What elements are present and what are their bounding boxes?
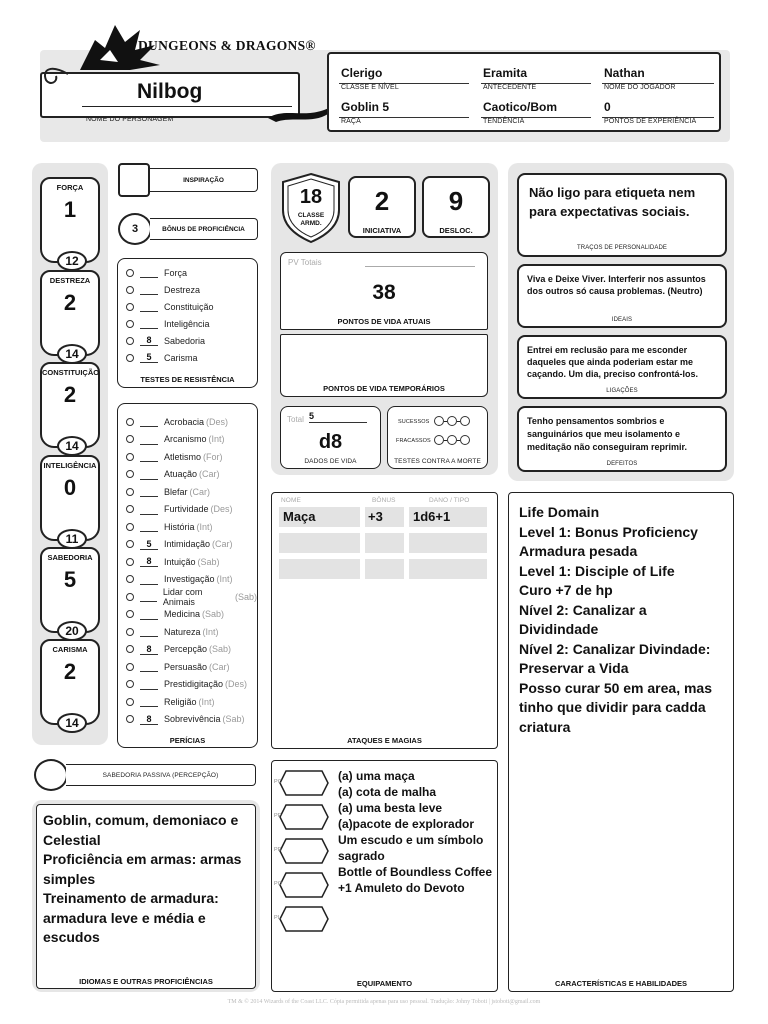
proficiency-bubble[interactable] [126, 698, 134, 706]
proficiency-line: Treinamento de armadura: [43, 890, 219, 906]
proficiency-bubble[interactable] [126, 575, 134, 583]
ability-name: INTELIGÊNCIA [43, 461, 97, 470]
coin-frames-icon [276, 769, 332, 939]
initiative-value[interactable]: 2 [374, 186, 390, 216]
attacks-col-name: NOME [281, 497, 301, 504]
attack-bonus-cell[interactable] [365, 533, 404, 553]
proficiency-bubble[interactable] [126, 337, 134, 345]
ideals-label: IDEAIS [611, 317, 633, 323]
bonds-label: LIGAÇÕES [606, 388, 638, 394]
ability-name: FORÇA [56, 183, 84, 192]
player-value: Nathan [604, 66, 645, 80]
save-name: Constituição [164, 301, 214, 312]
skill-name: Furtividade [164, 504, 209, 514]
skill-value[interactable]: 8 [140, 556, 158, 567]
proficiency-label: BÔNUS DE PROFICIÊNCIA [162, 226, 245, 233]
skill-value[interactable] [140, 591, 157, 602]
proficiency-bubble[interactable] [126, 320, 134, 328]
skill-row[interactable] [126, 431, 225, 448]
skill-name: Atuação [164, 469, 198, 479]
feature-line: Curo +7 de hp [519, 582, 613, 598]
coin-ep-label: PE [274, 847, 282, 853]
equipment-line: (a) cota de malha [338, 785, 437, 799]
skill-name: Intuição [164, 556, 196, 567]
skills-label: PERÍCIAS [169, 736, 206, 745]
attack-bonus-cell[interactable] [365, 559, 404, 579]
proficiency-bubble[interactable] [126, 593, 134, 601]
death-success-bubble[interactable] [460, 416, 470, 426]
skill-value[interactable] [140, 451, 158, 462]
proficiency-line: Celestial [43, 831, 101, 848]
ability-score[interactable]: 2 [63, 382, 77, 407]
speed-box [422, 176, 490, 238]
proficiencies-text[interactable] [43, 811, 253, 948]
skill-name: Lidar com Animais [162, 586, 203, 607]
skill-name: Religião [164, 696, 197, 707]
skill-row[interactable] [126, 693, 215, 710]
class-level-value: Clerigo [341, 66, 383, 80]
death-saves-label: TESTES CONTRA A MORTE [394, 458, 481, 465]
coin-cp-label: PC [274, 779, 282, 785]
equipment-line: (a)pacote de explorador [338, 817, 475, 831]
coin-column [276, 769, 332, 944]
skill-value[interactable] [140, 486, 158, 497]
save-value[interactable] [140, 284, 158, 295]
hit-dice-total-label: Total [287, 415, 304, 424]
ability-name: CONSTITUIÇÃO [42, 368, 100, 377]
skill-stat: (Sab) [234, 591, 257, 602]
ability-score[interactable]: 0 [63, 475, 77, 500]
proficiency-bubble[interactable] [126, 610, 134, 618]
armor-class-label: CLASSE ARMD. [297, 212, 325, 227]
skill-row[interactable] [126, 413, 228, 430]
skill-row[interactable] [126, 536, 233, 553]
alignment-label: TENDÊNCIA [483, 118, 525, 125]
save-name: Força [164, 267, 188, 278]
death-failure-bubbles[interactable] [434, 435, 470, 445]
save-value[interactable] [140, 267, 158, 278]
skill-row[interactable] [126, 606, 224, 623]
skill-row[interactable] [126, 466, 220, 483]
initiative-label: INICIATIVA [362, 226, 402, 235]
features-text[interactable] [519, 503, 729, 737]
equipment-text[interactable] [338, 768, 498, 896]
ideals-text[interactable]: Viva e Deixe Viver. Interferir nos assuntos dos outros só causa problemas. (Neutro) [527, 274, 706, 296]
passive-wisdom-circle[interactable] [34, 759, 68, 791]
proficiency-line: Proficiência em armas: armas [43, 851, 242, 867]
skill-row[interactable] [126, 518, 213, 535]
personality-label: TRAÇOS DE PERSONALIDADE [577, 245, 667, 251]
ability-name: DESTREZA [49, 276, 91, 285]
ability-wisdom [40, 547, 100, 638]
death-success-bubbles[interactable] [434, 416, 470, 426]
proficiency-bubble[interactable] [126, 680, 134, 688]
proficiency-line: escudos [43, 929, 100, 945]
proficiency-bubble[interactable] [126, 488, 134, 496]
save-row-wisdom[interactable] [126, 332, 205, 349]
feature-line: Level 1: Bonus Proficiency [519, 523, 698, 540]
attack-bonus-cell[interactable] [365, 507, 404, 527]
equipment-line: Um escudo e um símbolo [338, 833, 484, 847]
character-name-label: NOME DO PERSONAGEM [86, 116, 174, 123]
coin-pp-label: PL [274, 915, 281, 921]
proficiency-bubble[interactable] [126, 715, 134, 723]
death-failure-bubble[interactable] [460, 435, 470, 445]
coin-gp-label: PO [274, 881, 283, 887]
alignment-value: Caotico/Bom [483, 100, 558, 114]
ability-modifier[interactable]: 14 [57, 713, 87, 733]
features-label: CARACTERÍSTICAS E HABILIDADES [554, 979, 688, 988]
inspiration-banner [150, 168, 258, 192]
skill-stat: (Sab) [197, 556, 220, 567]
skill-stat: (Int) [196, 521, 213, 532]
scroll-curl-left-icon [40, 60, 70, 90]
equipment-line: (a) uma besta leve [338, 801, 443, 815]
ability-name: SABEDORIA [47, 553, 93, 562]
proficiency-bubble[interactable] [126, 269, 134, 277]
skill-value[interactable] [140, 521, 158, 532]
skill-name: Blefar [164, 486, 188, 497]
feature-line: Life Domain [519, 504, 600, 520]
background-label: ANTECEDENTE [483, 84, 537, 91]
skill-value[interactable] [140, 679, 158, 690]
header [30, 20, 730, 140]
race-value: Goblin 5 [341, 100, 389, 114]
skill-row[interactable] [126, 483, 210, 500]
death-saves-box [387, 406, 488, 469]
death-success-bubble[interactable] [447, 416, 457, 426]
proficiency-bubble[interactable] [126, 354, 134, 362]
ability-modifier[interactable]: 14 [57, 436, 87, 456]
attack-damage[interactable]: 1d6+1 [413, 509, 451, 524]
proficiency-bubble[interactable] [126, 645, 134, 653]
attacks-label: ATAQUES E MAGIAS [347, 736, 422, 745]
save-name: Carisma [164, 352, 198, 363]
skill-row[interactable] [126, 448, 223, 465]
proficiency-bubble[interactable] [126, 505, 134, 513]
skill-row[interactable] [126, 553, 220, 570]
save-name: Sabedoria [164, 335, 206, 346]
equipment-line: +1 Amuleto do Devoto [338, 881, 465, 895]
current-hp-box [280, 252, 488, 330]
ability-score[interactable]: 2 [63, 290, 77, 315]
proficiency-bubble[interactable] [126, 303, 134, 311]
proficiency-bubble[interactable] [126, 453, 134, 461]
skill-stat: (Int) [216, 574, 233, 584]
skill-value[interactable]: 5 [140, 539, 158, 550]
skill-value[interactable] [140, 626, 158, 637]
feature-line: Nível 2: Canalizar Divindade: [519, 640, 711, 657]
ability-modifier[interactable]: 20 [57, 621, 87, 641]
skill-stat: (Int) [198, 696, 215, 707]
ability-score[interactable]: 1 [63, 197, 77, 222]
skill-stat: (Car) [209, 661, 230, 672]
xp-label: PONTOS DE EXPERIÊNCIA [604, 118, 697, 125]
skill-stat: (Sab) [222, 714, 245, 724]
proficiency-bubble[interactable] [126, 435, 134, 443]
ability-score[interactable]: 5 [63, 567, 77, 592]
attack-name[interactable]: Maça [283, 509, 316, 524]
save-row-charisma[interactable] [126, 349, 198, 366]
skill-value[interactable] [140, 574, 158, 585]
hit-dice-value[interactable]: d8 [318, 431, 343, 453]
ability-charisma [40, 639, 100, 730]
save-value[interactable]: 8 [140, 335, 158, 346]
skill-stat: (Sab) [202, 609, 225, 619]
ability-dexterity [40, 270, 100, 361]
skill-stat: (Des) [206, 416, 229, 427]
bonds-box [517, 335, 727, 399]
save-row-dexterity[interactable] [126, 281, 200, 298]
inspiration-label: INSPIRAÇÃO [183, 177, 224, 184]
equipment-line: (a) uma maça [338, 769, 415, 783]
bonds-text[interactable]: Entrei em reclusão para me esconder daqueles que ainda poderiam estar me caçando. Um dia, preciso confrontá-los. [527, 345, 699, 379]
footer-copyright: TM & © 2014 Wizards of the Coast LLC. Cópia permitida apenas para uso pessoal. Tradução: Johny Toboti | jstoboti@gmail.com [227, 999, 541, 1005]
ability-modifier[interactable]: 12 [57, 251, 87, 271]
skill-value[interactable] [140, 609, 158, 620]
skill-name: Sobrevivência [164, 714, 221, 724]
skill-name: Percepção [164, 644, 208, 654]
skill-name: Arcanismo [164, 434, 207, 444]
personality-box [517, 173, 727, 257]
initiative-box [348, 176, 416, 238]
attack-name-cell[interactable] [279, 507, 360, 527]
attack-damage-cell[interactable] [409, 507, 487, 527]
attack-damage-cell[interactable] [409, 559, 487, 579]
feature-line: Armadura pesada [519, 543, 638, 559]
ability-modifier[interactable]: 11 [57, 529, 87, 549]
equipment-line: Bottle of Boundless Coffee [338, 865, 493, 879]
skill-name: Natureza [164, 626, 201, 637]
skill-stat: (Des) [210, 504, 233, 514]
death-failure-bubble[interactable] [434, 435, 444, 445]
passive-wisdom-label: SABEDORIA PASSIVA (PERCEPÇÃO) [102, 772, 219, 779]
death-success-label: SUCESSOS [398, 419, 430, 425]
attack-damage-cell[interactable] [409, 533, 487, 553]
hp-current-label: PONTOS DE VIDA ATUAIS [337, 317, 431, 326]
feature-line: tinho que dividir para cadda [519, 699, 706, 715]
save-value[interactable] [140, 318, 158, 329]
death-failure-bubble[interactable] [447, 435, 457, 445]
hp-max-value[interactable] [365, 255, 475, 267]
skill-value[interactable]: 8 [140, 644, 158, 655]
temp-hp-box [280, 334, 488, 397]
equipment-line: sagrado [338, 849, 385, 863]
ability-constitution [40, 362, 100, 453]
skill-row[interactable] [126, 588, 257, 605]
skill-name: Acrobacia [164, 416, 205, 427]
skill-row[interactable] [126, 658, 230, 675]
hit-dice-box [280, 406, 381, 469]
skill-row[interactable] [126, 501, 233, 518]
skill-row[interactable] [126, 571, 233, 588]
skill-name: História [164, 521, 195, 532]
skills-box [117, 403, 258, 748]
coin-sp-label: PP [274, 813, 282, 819]
proficiency-line: Goblin, comum, demoniaco e [43, 812, 239, 828]
save-value[interactable]: 5 [140, 352, 158, 363]
skill-name: Intimidação [164, 539, 211, 549]
save-name: Destreza [164, 284, 201, 295]
proficiencies-box [36, 804, 256, 989]
feature-line: Level 1: Disciple of Life [519, 562, 675, 579]
xp-value: 0 [604, 100, 611, 114]
save-value[interactable] [140, 301, 158, 312]
name-banner [40, 72, 300, 118]
skill-stat: (For) [203, 451, 223, 462]
skill-name: Investigação [164, 574, 215, 584]
hp-current-value[interactable]: 38 [372, 281, 396, 304]
proficiency-circle[interactable] [118, 213, 152, 245]
skill-value[interactable] [140, 696, 158, 707]
attack-bonus[interactable]: +3 [368, 509, 383, 524]
race-label: RAÇA [341, 118, 361, 125]
skill-value[interactable] [140, 416, 158, 427]
speed-label: DESLOC. [439, 226, 473, 235]
save-name: Inteligência [164, 318, 210, 329]
proficiency-banner [150, 218, 258, 240]
speed-value[interactable]: 9 [448, 186, 464, 216]
class-level-label: CLASSE E NÍVEL [341, 84, 399, 91]
attacks-col-bonus: BÔNUS [372, 497, 396, 504]
ability-modifier[interactable]: 14 [57, 344, 87, 364]
feature-line: Nível 2: Canalizar a Dividindade [519, 601, 647, 637]
attacks-col-damage: DANO / TIPO [429, 497, 470, 504]
skill-name: Prestidigitação [164, 679, 224, 689]
proficiency-line: simples [43, 870, 96, 887]
equipment-label: EQUIPAMENTO [356, 979, 413, 988]
skill-stat: (Sab) [209, 644, 232, 654]
hit-dice-total-value[interactable]: 5 [309, 411, 367, 423]
personality-text[interactable]: Não ligo para etiqueta nem para expectativas sociais. [529, 185, 696, 219]
attack-name-cell[interactable] [279, 559, 360, 579]
flaws-label: DEFEITOS [606, 461, 638, 467]
save-row-strength[interactable] [126, 264, 187, 281]
features-box [508, 492, 734, 992]
skill-name: Persuasão [164, 661, 208, 672]
skill-row[interactable] [126, 676, 247, 693]
header-info-box [327, 52, 721, 132]
ability-strength [40, 177, 100, 268]
feature-line: Posso curar 50 em area, mas [519, 679, 713, 696]
name-underline [82, 106, 292, 107]
attacks-box [271, 492, 498, 749]
save-row-intelligence[interactable] [126, 315, 210, 332]
proficiency-bubble[interactable] [126, 470, 134, 478]
proficiency-bubble[interactable] [126, 286, 134, 294]
attack-name-cell[interactable] [279, 533, 360, 553]
ability-intelligence [40, 455, 100, 546]
death-failure-label: FRACASSOS [396, 438, 431, 444]
saving-throws-label: TESTES DE RESISTÊNCIA [140, 375, 235, 384]
skill-stat: (Car) [199, 469, 220, 479]
logo-text: DUNGEONS & DRAGONS® [138, 38, 316, 53]
skill-stat: (Des) [225, 679, 248, 689]
background-value: Eramita [483, 66, 528, 80]
skill-row[interactable] [126, 711, 245, 728]
character-name: Nilbog [137, 80, 203, 103]
proficiencies-label: IDIOMAS E OUTRAS PROFICIÊNCIAS [79, 977, 213, 986]
hp-temp-label: PONTOS DE VIDA TEMPORÁRIOS [323, 384, 445, 393]
proficiency-bubble[interactable] [126, 558, 134, 566]
saving-throws-box [117, 258, 258, 388]
skill-row[interactable] [126, 641, 231, 658]
skill-stat: (Car) [212, 539, 233, 549]
proficiency-bubble[interactable] [126, 628, 134, 636]
ability-name: CARISMA [52, 645, 88, 654]
ability-score[interactable]: 2 [63, 659, 77, 684]
hp-max-label: PV Totais [288, 258, 322, 267]
proficiency-bubble[interactable] [126, 418, 134, 426]
skill-stat: (Int) [202, 626, 219, 637]
hit-dice-label: DADOS DE VIDA [304, 458, 357, 465]
proficiency-value[interactable]: 3 [131, 223, 139, 235]
death-success-bubble[interactable] [434, 416, 444, 426]
equipment-box [271, 760, 498, 992]
skill-name: Medicina [164, 609, 201, 619]
skill-value[interactable] [140, 434, 158, 445]
proficiency-bubble[interactable] [126, 523, 134, 531]
proficiency-line: armadura leve e média e [43, 909, 206, 926]
proficiency-bubble[interactable] [126, 663, 134, 671]
player-label: NOME DO JOGADOR [604, 84, 676, 91]
proficiency-bubble[interactable] [126, 540, 134, 548]
ideals-box [517, 264, 727, 328]
feature-line: criatura [519, 718, 571, 735]
skill-row[interactable] [126, 623, 219, 640]
passive-wisdom-banner [66, 764, 256, 786]
flaws-box [517, 406, 727, 472]
feature-line: Preservar a Vida [519, 660, 629, 676]
inspiration-box[interactable] [118, 163, 150, 197]
skill-name: Atletismo [164, 451, 202, 462]
skill-value[interactable] [140, 661, 158, 672]
flaws-text[interactable]: Tenho pensamentos sombrios e sanguinários que meu isolamento e meditação não conseguiram reprimir. [527, 416, 688, 452]
skill-stat: (Car) [189, 486, 211, 497]
armor-class-value[interactable]: 18 [299, 186, 323, 208]
save-row-constitution[interactable] [126, 298, 214, 315]
skill-stat: (Int) [208, 434, 225, 444]
skill-value[interactable]: 8 [140, 714, 158, 725]
skill-value[interactable] [140, 469, 158, 480]
skill-value[interactable] [140, 504, 158, 515]
